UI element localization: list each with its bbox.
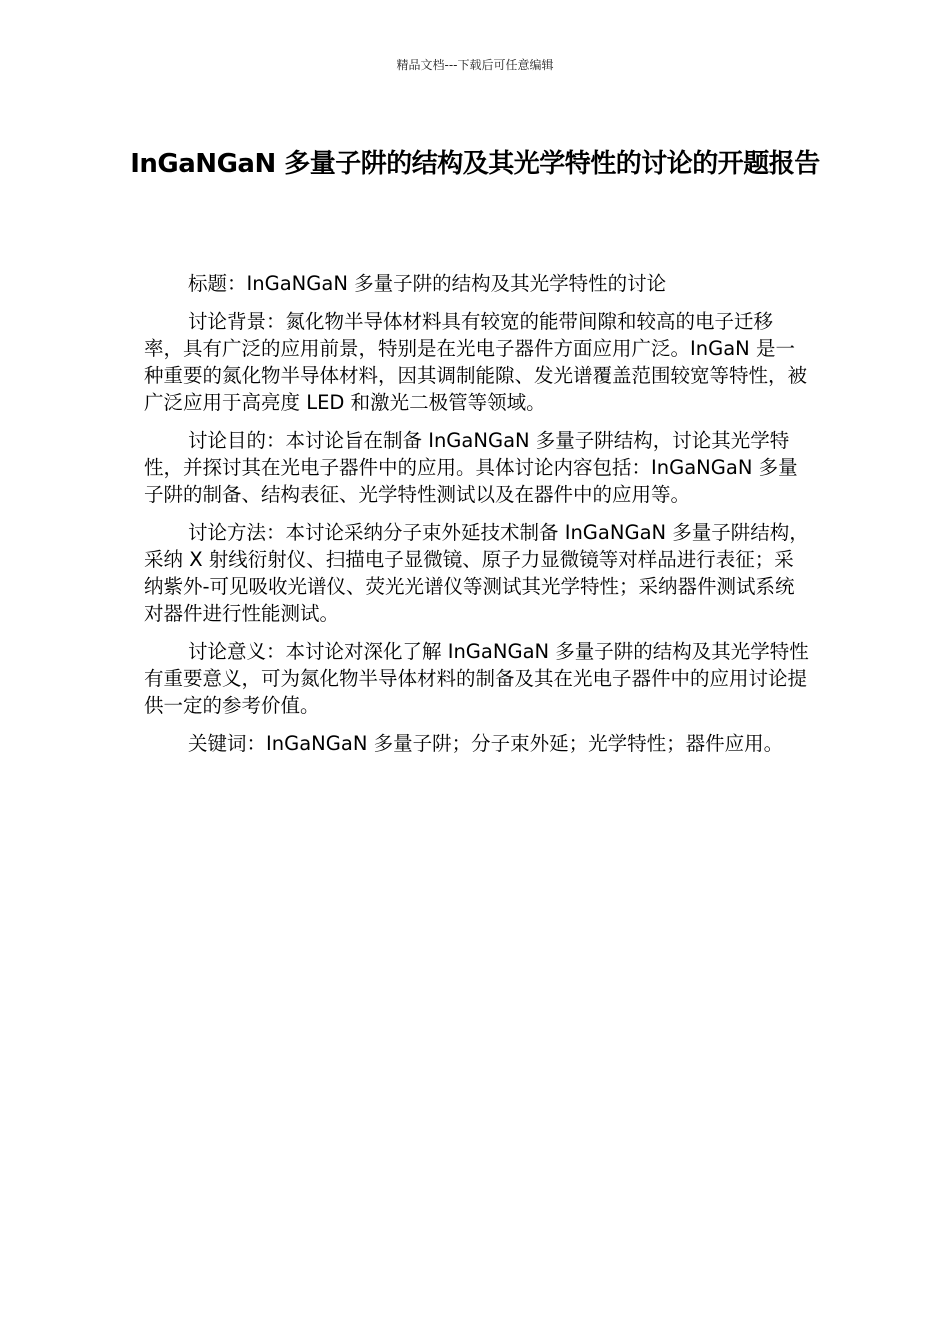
document-title: InGaNGaN 多量子阱的结构及其光学特性的讨论的开题报告 [130, 149, 820, 179]
paragraph-title-line: 标题：InGaNGaN 多量子阱的结构及其光学特性的讨论 [188, 272, 667, 295]
document-body [144, 270, 810, 768]
paragraph-keywords: 关键词：InGaNGaN 多量子阱；分子束外延；光学特性；器件应用。 [188, 732, 784, 755]
header-note: 精品文档---下载后可任意编辑 [396, 58, 554, 72]
paragraph-significance: 讨论意义：本讨论对深化了解 InGaNGaN 多量子阱的结构及其光学特性有重要意义，可为氮化物半导体材料的制备及其在光电子器件中的应用讨论提供一定的参考价值。 [144, 640, 809, 717]
paragraph-purpose: 讨论目的：本讨论旨在制备 InGaNGaN 多量子阱结构，讨论其光学特性，并探讨其在光电子器件中的应用。具体讨论内容包括：InGaNGaN 多量子阱的制备、结构表征、光学特性测试以及在器件中的应用等。 [144, 429, 798, 506]
paragraph-background: 讨论背景：氮化物半导体材料具有较宽的能带间隙和较高的电子迁移率，具有广泛的应用前景，特别是在光电子器件方面应用广泛。InGaN 是一种重要的氮化物半导体材料，因其调制能隙、发光谱覆盖范围较宽等特性，被广泛应用于高亮度 LED 和激光二极管等领域。 [144, 310, 808, 414]
paragraph-method: 讨论方法：本讨论采纳分子束外延技术制备 InGaNGaN 多量子阱结构，采纳 X 射线衍射仪、扫描电子显微镜、原子力显微镜等对样品进行表征；采纳紫外-可见吸收光谱仪、荧光光谱仪等测试其光学特性；采纳器件测试系统对器件进行性能测试。 [144, 521, 809, 625]
